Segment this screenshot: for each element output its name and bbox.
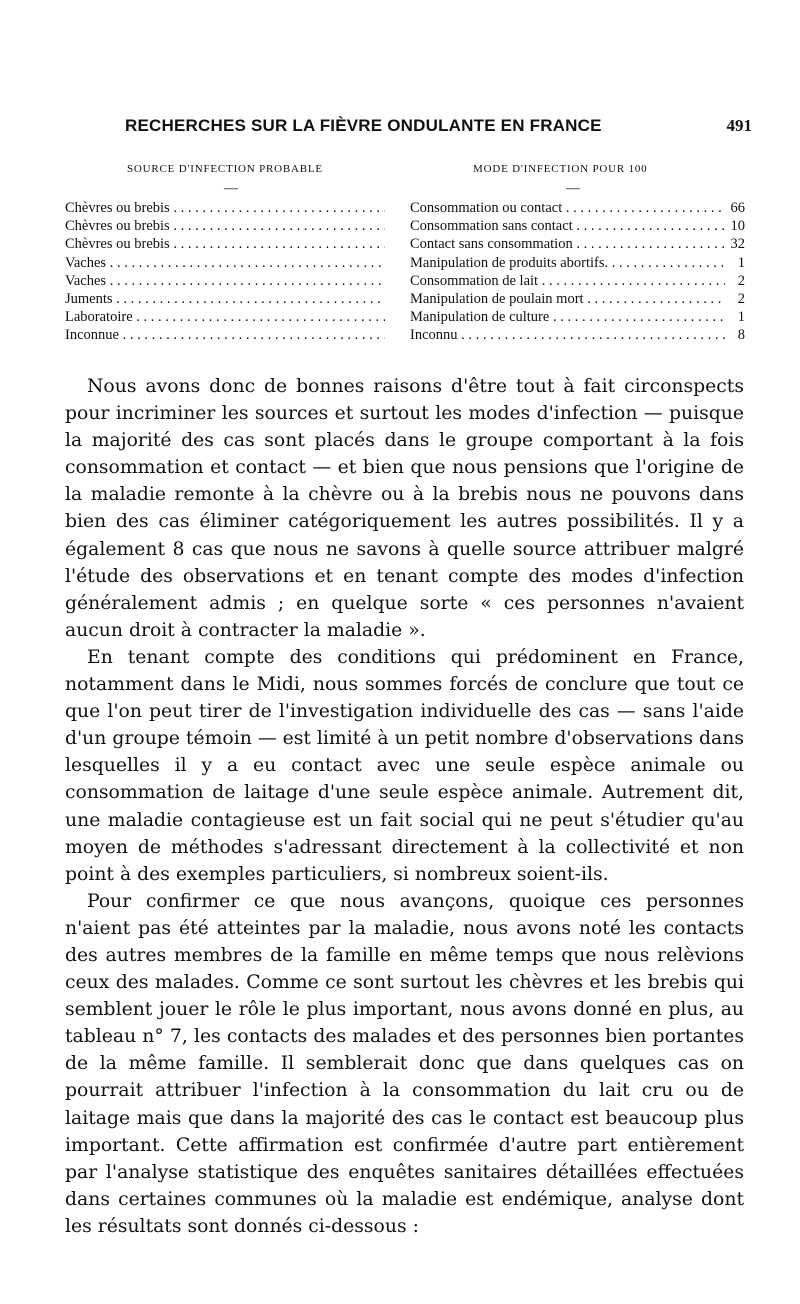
source-cell: Juments . . . (65, 291, 385, 308)
table-row (65, 218, 745, 236)
mode-cell: Consommation de lait . . . (410, 273, 725, 290)
table-row (65, 309, 745, 327)
percent-cell: 66 (730, 200, 745, 216)
mode-cell: Manipulation de produits abortifs. . . . (410, 255, 725, 272)
percent-cell: 10 (730, 218, 745, 235)
percent-cell: 1 (737, 254, 745, 271)
percent-cell: 32 (730, 236, 745, 253)
paragraph: Pour confirmer ce que nous avançons, quoique ces personnes n'aient pas été atteintes par la maladie, nous avons noté les contacts des autres membres de la famille en même temps que nous relèvions ceux des malades. Comme ce sont surtout les chèvres et les brebis qui semblent jouer le rôle le plus important, nous avons donné en plus, au tableau n° 7, les contacts des malades et des personnes bien portantes de la même famille. Il semblerait donc que dans quelques cas on pourrait attribuer l'infection à la consommation du lait cru ou de laitage mais que dans la majorité des cas le contact est beaucoup plus important. Cette affirmation est confirmée d'autre part entièrement par l'analyse statistique des enquêtes sanitaires détaillées effectuées dans certaines communes où la maladie est endémique, analyse dont les résultats sont donnés ci-dessous : (65, 890, 744, 1237)
table-row (65, 273, 745, 291)
running-head (125, 116, 752, 140)
paragraph: En tenant compte des conditions qui prédominent en France, notamment dans le Midi, nous sommes forcés de conclure que tout ce que l'on peut tirer de l'investigation individuelle des cas — sans l'aide d'un groupe témoin — est limité à un petit nombre d'observations dans lesquelles il y a eu contact avec une seule espèce animale ou consommation de laitage d'une seule espèce animale. Autrement dit, une maladie contagieuse est un fait social qui ne peut s'étudier qu'au moyen de méthodes s'adressant directement à la collectivité et non point à des exemples particuliers, si nombreux soient-ils. (65, 646, 744, 885)
source-cell: Chèvres ou brebis . . . (65, 236, 385, 253)
column-header-source: SOURCE D'INFECTION PROBABLE (127, 163, 323, 175)
column-dash-source: — (224, 181, 238, 196)
table-row (65, 255, 745, 273)
mode-cell: Inconnu . . . (410, 327, 725, 344)
source-cell: Vaches . . . (65, 273, 385, 290)
mode-cell: Consommation ou contact . . . (410, 200, 725, 217)
percent-cell: 1 (737, 309, 745, 326)
paragraph: Nous avons donc de bonnes raisons d'être tout à fait circonspects pour incriminer les sources et surtout les modes d'infection — puisque la majorité des cas sont placés dans le groupe comportant à la fois consommation et contact — et bien que nous pensions que l'origine de la maladie remonte à la chèvre ou à la brebis nous ne pouvons dans bien des cas éliminer catégoriquement les autres possibilités. Il y a également 8 cas que nous ne savons à quelle source attribuer malgré l'étude des observations et en tenant compte des modes d'infection généralement admis ; en quelque sorte « ces personnes n'avaient aucun droit à contracter la maladie ». (65, 376, 744, 641)
percent-cell: 2 (737, 272, 745, 289)
table-row (65, 200, 745, 218)
table-row (65, 236, 745, 254)
table-body (65, 200, 745, 346)
mode-cell: Contact sans consommation . . . (410, 236, 725, 253)
source-cell: Inconnue . . . (65, 327, 385, 344)
mode-cell: Consommation sans contact . . . (410, 218, 725, 235)
mode-cell: Manipulation de culture . . . (410, 309, 725, 326)
source-cell: Chèvres ou brebis . . . (65, 200, 385, 217)
percent-cell: 8 (737, 327, 745, 344)
body-text (65, 373, 744, 1240)
table-row (65, 291, 745, 309)
column-header-mode: MODE D'INFECTION POUR 100 (473, 163, 648, 175)
column-dash-mode: — (566, 181, 580, 196)
mode-cell: Manipulation de poulain mort . . . (410, 291, 725, 308)
source-cell: Vaches . . . (65, 255, 385, 272)
table-row (65, 327, 745, 345)
running-title: RECHERCHES SUR LA FIÈVRE ONDULANTE EN FRANCE (125, 116, 602, 135)
source-cell: Laboratoire . . . (65, 309, 385, 326)
percent-cell: 2 (737, 290, 745, 307)
page-number: 491 (726, 116, 752, 135)
source-cell: Chèvres ou brebis . . . (65, 218, 385, 235)
